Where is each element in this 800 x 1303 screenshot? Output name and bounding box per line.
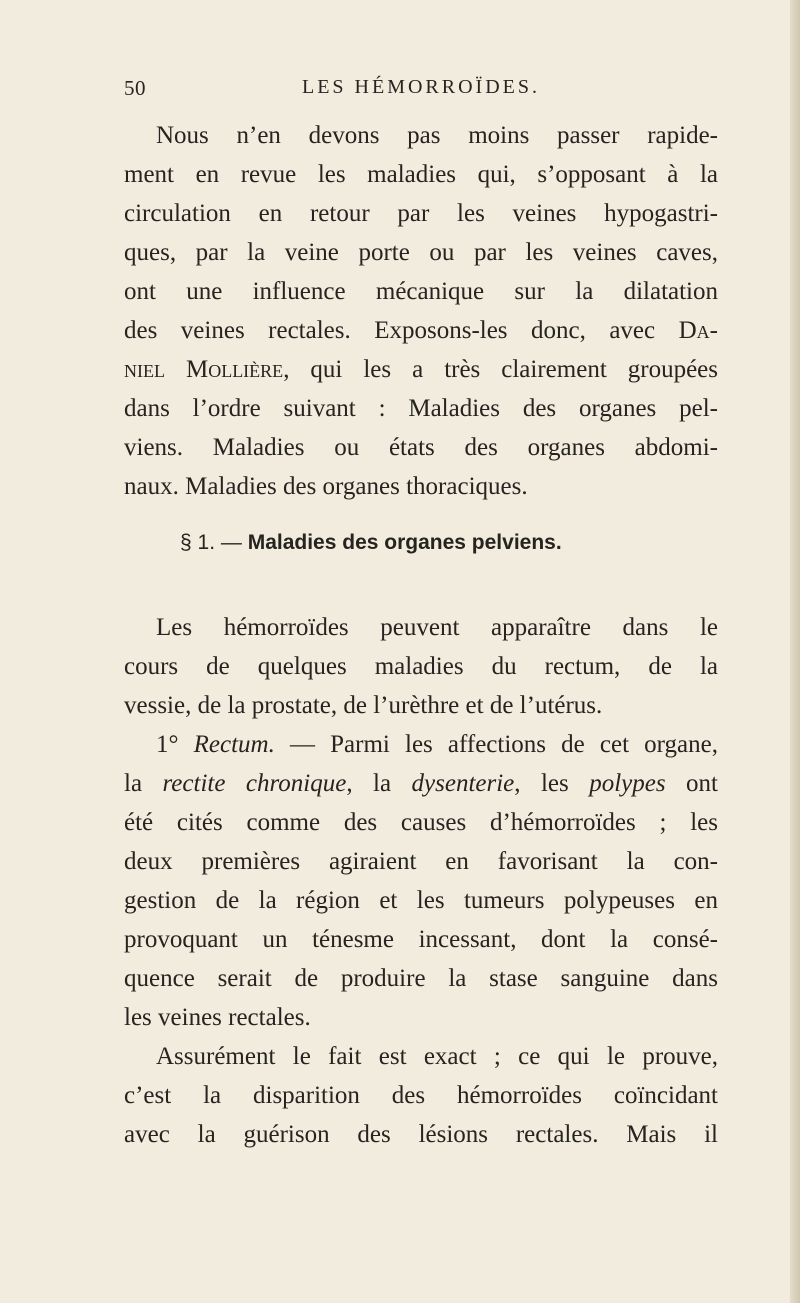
text-line: Assurément le fait est exact ; ce qui le prouve,: [156, 1043, 718, 1070]
section-number: § 1. —: [180, 531, 248, 554]
text-line: c’est la disparition des hémorroïdes coïncidant: [124, 1082, 718, 1109]
running-title: LES HÉMORROÏDES.: [301, 76, 540, 98]
text-line: cours de quelques maladies du rectum, de la: [124, 653, 718, 680]
text-line: les veines rectales.: [124, 1004, 311, 1031]
text-fragment: des veines rectales. Exposons-les donc, avec: [124, 317, 679, 344]
text-line: viens. Maladies ou états des organes abdomi-: [124, 434, 718, 461]
text-line: circulation en retour par les veines hypogastri-: [124, 200, 718, 227]
text-line: naux. Maladies des organes thoraciques.: [124, 473, 528, 500]
text-line: Les hémorroïdes peuvent apparaître dans le: [156, 614, 718, 641]
section-title: Maladies des organes pelviens.: [247, 531, 562, 554]
text-line: ment en revue les maladies qui, s’opposant à la: [124, 161, 718, 188]
text-fragment: ont: [665, 770, 718, 797]
text-fragment: — Parmi les affections de cet organe,: [274, 731, 718, 758]
text-line: quence serait de produire la stase sanguine dans: [124, 965, 718, 992]
text-line: vessie, de la prostate, de l’urèthre et de l’utérus.: [124, 692, 603, 719]
author-name: niel Mollière: [124, 356, 284, 383]
subsection-title: Rectum.: [193, 731, 275, 758]
emphasis: rectite chronique: [162, 770, 347, 797]
text-line: Nous n’en devons pas moins passer rapide-: [156, 122, 718, 149]
text-line: [124, 766, 718, 802]
text-line: gestion de la région et les tumeurs polypeuses en: [124, 887, 718, 914]
text-line: [124, 352, 718, 388]
page-header: [124, 76, 718, 106]
text-fragment: la: [124, 770, 163, 797]
emphasis: polypes: [589, 770, 666, 797]
text-line: deux premières agiraient en favorisant la con-: [124, 848, 718, 875]
text-line: provoquant un ténesme incessant, dont la consé-: [124, 926, 718, 953]
text-fragment: , la: [346, 770, 412, 797]
text-line: ont une influence mécanique sur la dilatation: [124, 278, 718, 305]
text-line: avec la guérison des lésions rectales. Mais il: [124, 1121, 718, 1148]
text-line: [156, 727, 718, 763]
text-line: ques, par la veine porte ou par les veines caves,: [124, 239, 718, 266]
emphasis: dysenterie: [411, 770, 515, 797]
text-fragment: , les: [514, 770, 590, 797]
text-line: été cités comme des causes d’hémorroïdes ; les: [124, 809, 718, 836]
item-number: 1°: [156, 731, 194, 758]
text-fragment: , qui les a très clairement groupées: [283, 356, 718, 383]
author-name: Da-: [678, 317, 718, 344]
section-heading: [180, 528, 562, 558]
page-number: 50: [124, 76, 146, 100]
page-edge: [790, 0, 800, 1303]
text-line: dans l’ordre suivant : Maladies des organes pel-: [124, 395, 718, 422]
text-line: [124, 313, 718, 349]
